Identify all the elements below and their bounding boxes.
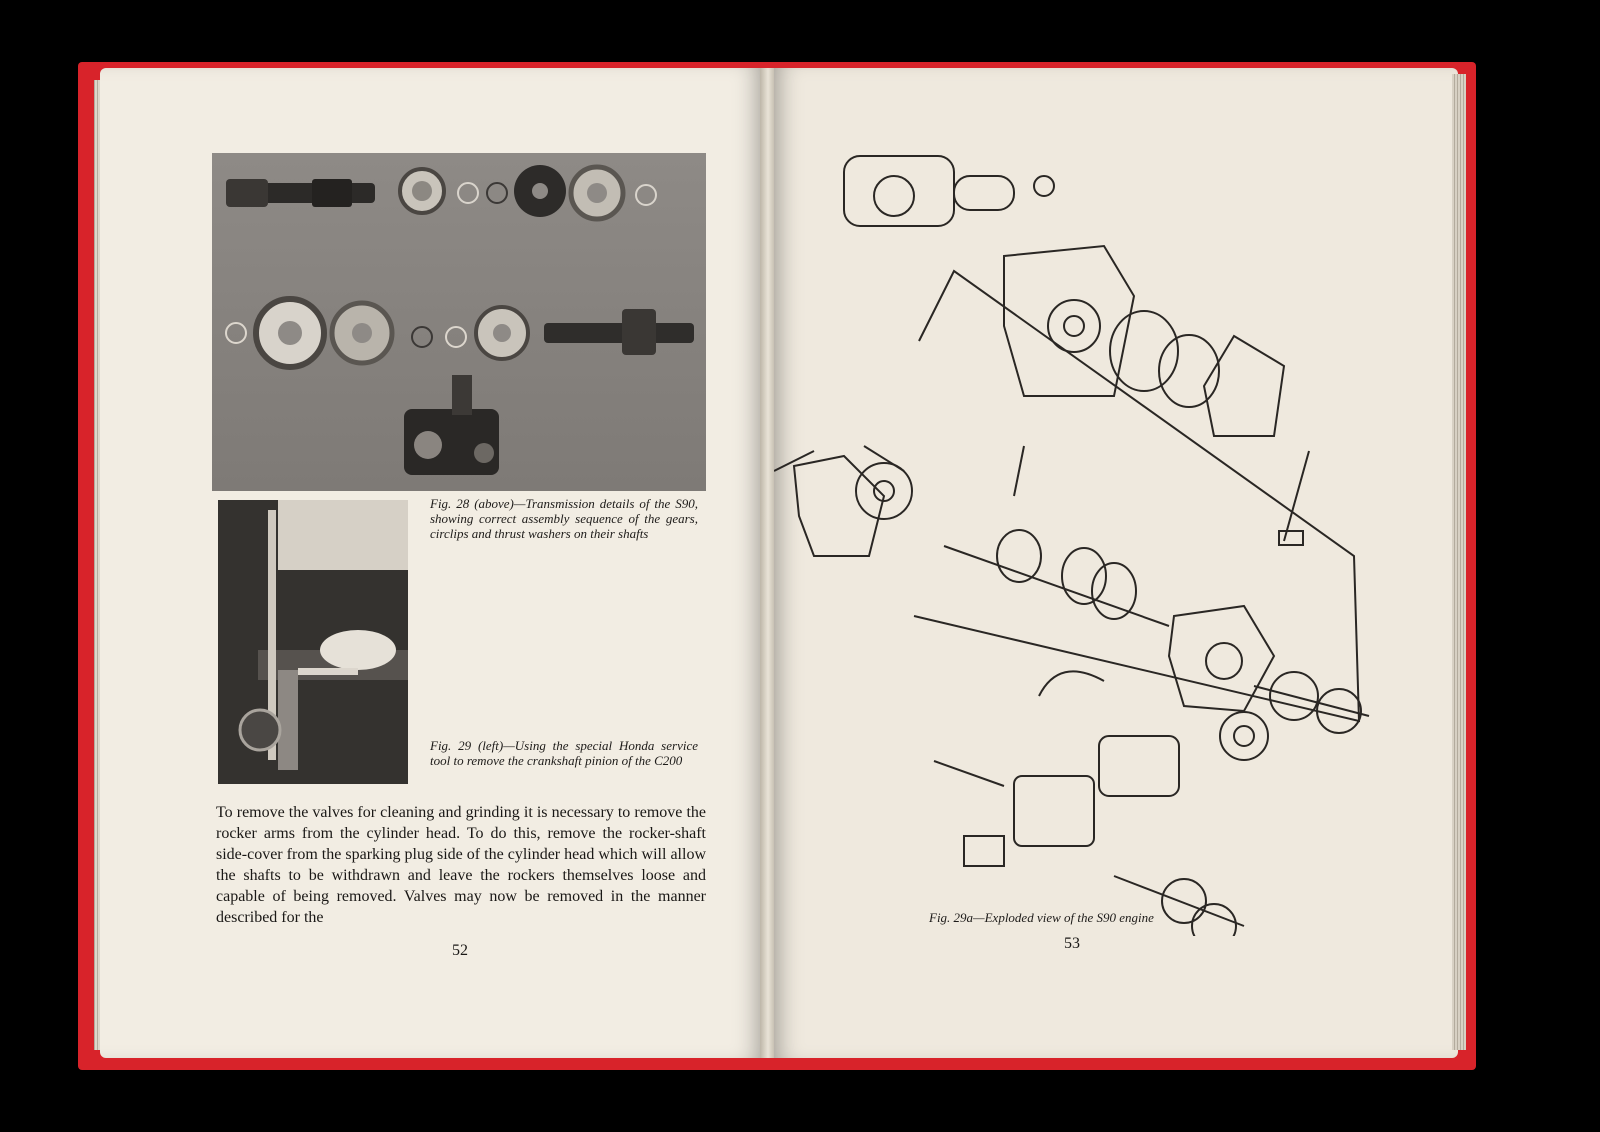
left-page [100,68,762,1058]
fig29-caption: Fig. 29 (left)—Using the special Honda service tool to remove the crankshaft pinion of the C200 [430,738,698,768]
page-number-left: 52 [452,942,468,959]
page-number-right: 53 [1064,935,1080,952]
fig29a-caption: Fig. 29a—Exploded view of the S90 engine [929,910,1154,925]
exploded-engine-diagram [774,136,1374,936]
right-page [774,68,1458,1058]
service-tool-image [218,500,408,784]
service-tool-photo [218,500,408,784]
transmission-parts-image [212,153,706,491]
transmission-photo [212,153,706,491]
page-edges-right [1452,74,1466,1050]
fig28-caption: Fig. 28 (above)—Transmission details of the S90, showing correct assembly sequence of the gears, circlips and thrust washers on their shafts [430,496,698,541]
body-paragraph: To remove the valves for cleaning and grinding it is necessary to remove the rocker arms from the cylinder head. To do this, remove the rocker-shaft side-cover from the sparking plug side of the cylinder head which will allow the shafts to be withdrawn and leave the rockers themselves loose and capable of being removed. Valves may now be removed in the manner described for the [216,804,706,926]
